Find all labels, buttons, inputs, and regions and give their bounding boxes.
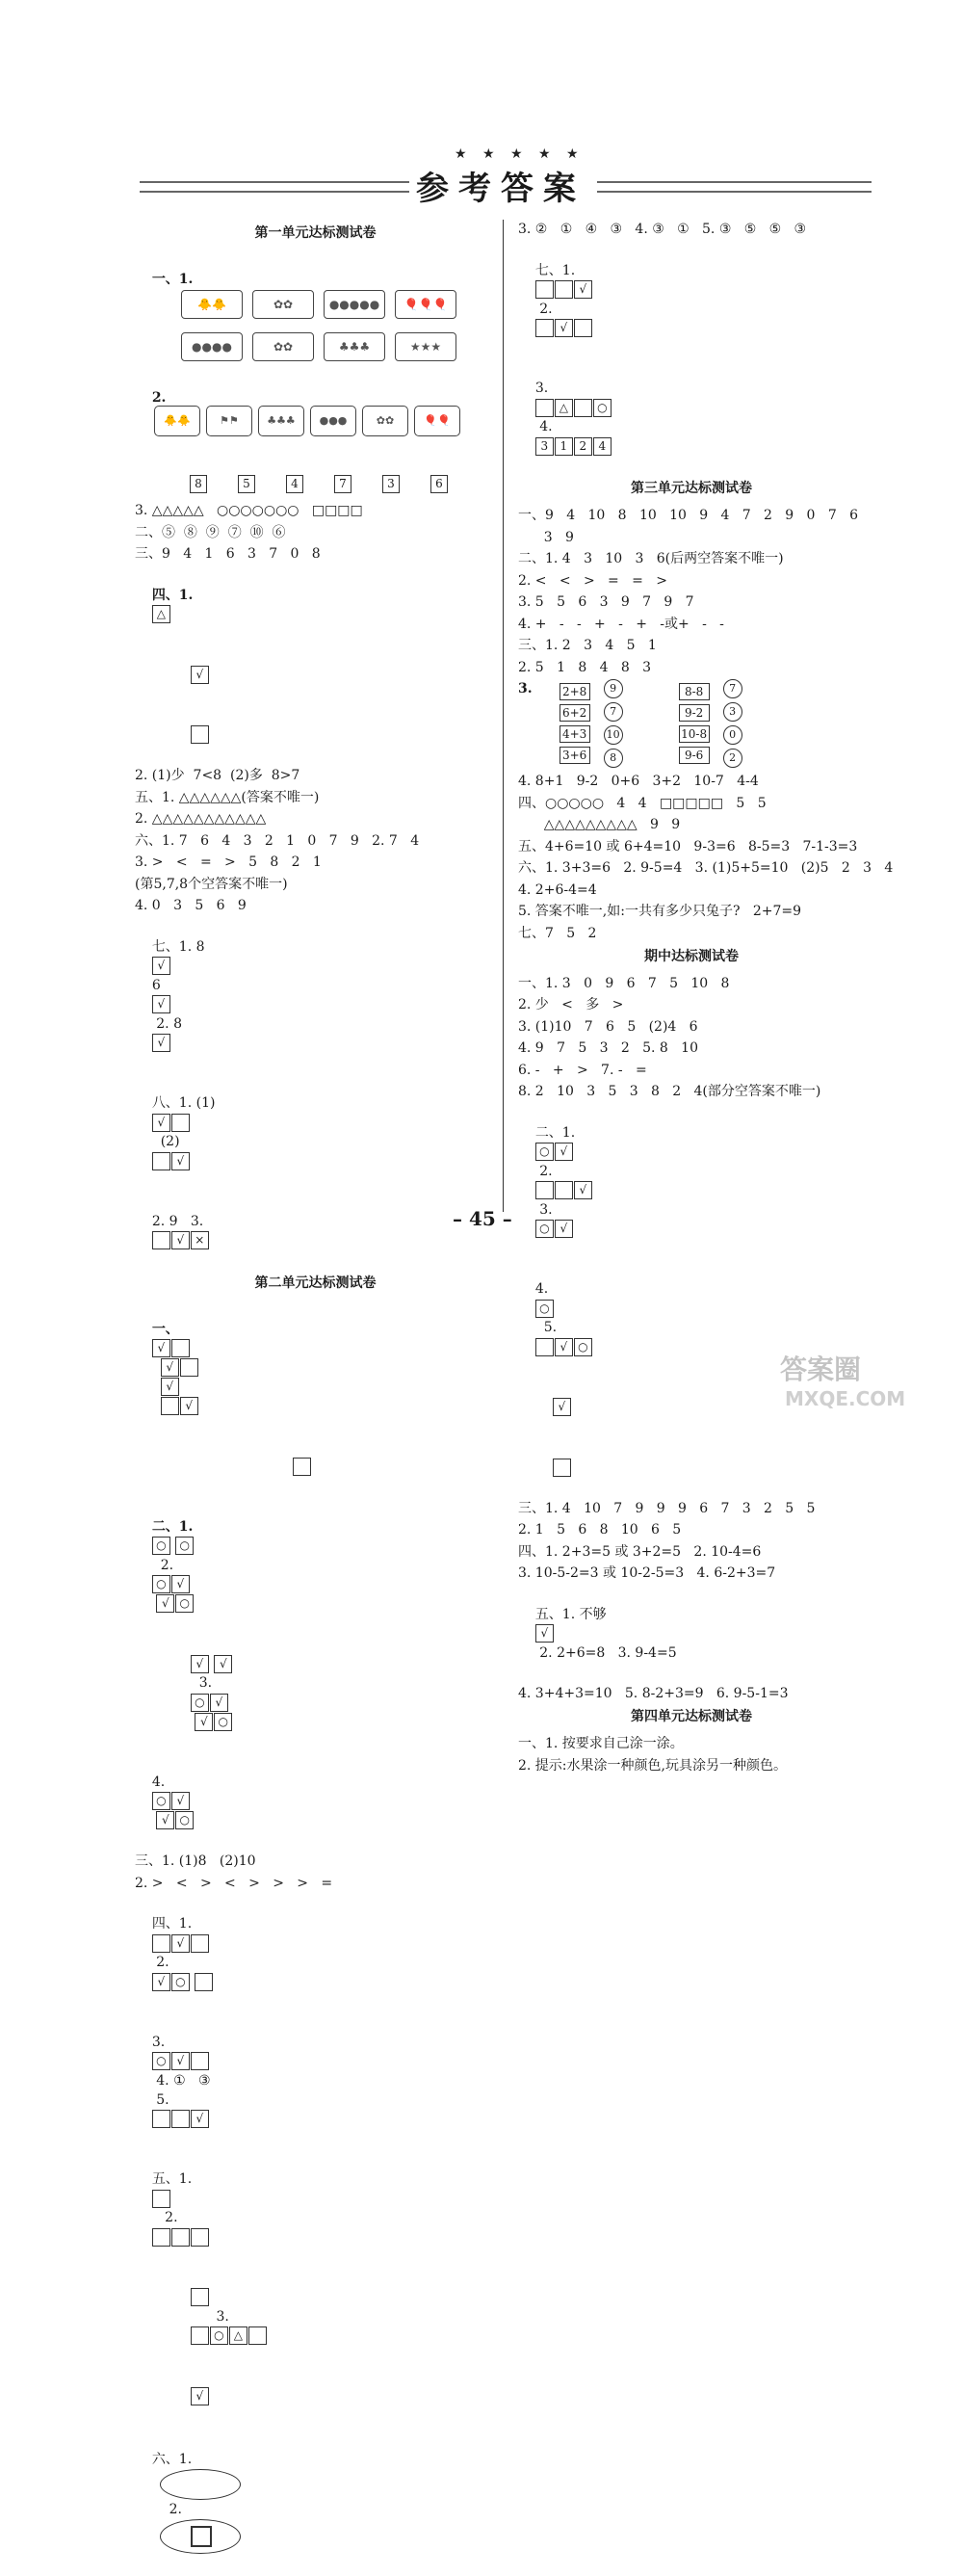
answer-box: √ [191, 666, 209, 684]
check-box: ○ [535, 1220, 554, 1238]
equation-box: 10-8 [679, 725, 710, 743]
answer-line [135, 2431, 496, 2573]
picture-box: ♣♣♣ [258, 406, 304, 436]
stars-decoration: ★ ★ ★ ★ ★ [455, 146, 585, 162]
check-box: √ [161, 1378, 179, 1396]
equation-column [679, 683, 710, 764]
check-box [152, 1231, 170, 1249]
answer-line [518, 1438, 865, 1496]
check-box: √ [156, 1811, 174, 1829]
check-box: ○ [152, 1792, 170, 1810]
answer-line [518, 1104, 865, 1258]
check-box: ○ [152, 1537, 170, 1555]
question-label: 2. [539, 1163, 553, 1179]
check-box: √ [555, 319, 573, 337]
answer-line: (第5,7,8个空答案不唯一) [135, 876, 288, 892]
check-box [535, 280, 554, 299]
check-box: × [191, 1231, 209, 1249]
answer-line: 三、1. (1)8 (2)10 [135, 1853, 256, 1869]
check-box: ○ [152, 1575, 170, 1593]
question-label: 2. [160, 1557, 174, 1573]
check-box: √ [191, 2387, 209, 2405]
car-picture [160, 2469, 241, 2500]
answer-line: 3 9 [518, 529, 574, 545]
answer-column [604, 679, 623, 768]
check-box [248, 2326, 267, 2345]
question-label: 3. [518, 681, 533, 697]
check-box: √ [191, 2110, 209, 2128]
check-box [180, 1358, 198, 1377]
question-label: 一、1. [151, 272, 194, 287]
picture-row [181, 290, 496, 319]
check-box: √ [191, 1655, 209, 1673]
picture-box: ★★★ [395, 332, 456, 361]
answer-line: △△△△△△△△△ 9 9 [518, 817, 681, 832]
check-box [195, 1973, 213, 1991]
picture-box: 🐥🐥 [181, 290, 243, 319]
answer-line: 4. + - - + - + -或+ - - [518, 616, 724, 632]
question-label: 二、1. [534, 1124, 576, 1141]
answer-line: 六、1. 3+3=6 2. 9-5=4 3. (1)5+5=10 (2)5 2 3 4 [518, 860, 894, 876]
question-label: 4. [151, 1774, 166, 1790]
answer-line: 2. < < > = = > [518, 572, 667, 589]
answer-line: 2. 5 1 8 4 8 3 [518, 659, 652, 675]
question-label: 四、1. [151, 587, 194, 603]
answer-line [135, 566, 496, 644]
check-box [171, 1339, 190, 1357]
check-box [152, 2110, 170, 2128]
question-label: 七、1. [534, 262, 576, 278]
right-column [518, 220, 894, 1777]
check-box: √ [152, 1114, 170, 1132]
check-box: √ [171, 2052, 190, 2070]
answer-line [518, 242, 865, 357]
check-box [293, 1458, 311, 1476]
check-box: ○ [593, 399, 612, 417]
equation-box: 4+3 [560, 725, 590, 743]
answer-box: △ [152, 605, 170, 623]
check-box: ○ [535, 1300, 554, 1318]
number-box: 7 [334, 475, 351, 493]
check-box [152, 2228, 170, 2247]
check-box: ○ [175, 1594, 194, 1613]
answer-line: 2. (1)少 7<8 (2)多 8>7 [135, 768, 300, 783]
check-box: √ [171, 1231, 190, 1249]
question-label: 2. [151, 389, 167, 406]
check-box [555, 280, 573, 299]
check-box [574, 399, 592, 417]
answer-line: 4. 2+6-4=4 [518, 881, 597, 898]
equation-box: 9-6 [679, 747, 710, 764]
picture-box: ✿✿ [252, 332, 314, 361]
question-label: 2. [156, 1955, 169, 1970]
question-label: 二、1. [151, 1518, 194, 1535]
header-rule-right [597, 181, 872, 193]
picture-box: 🎈🎈🎈 [395, 290, 456, 319]
answer-line: 四、1. 2+3=5 或 3+2=5 2. 10-4=6 [518, 1543, 762, 1560]
equation-column [560, 683, 590, 764]
answer-line: 3. (1)10 7 6 5 (2)4 6 [518, 1018, 698, 1035]
watermark-url: MXQE.COM [785, 1387, 906, 1410]
answer-line [135, 1437, 496, 1495]
answer-line [135, 2013, 496, 2148]
check-box: √ [152, 1034, 170, 1052]
check-box: √ [171, 1152, 190, 1170]
check-box: √ [156, 1594, 174, 1613]
question-label: 5. [543, 1320, 558, 1335]
check-box: √ [574, 1181, 592, 1199]
check-box [152, 2190, 170, 2208]
number-box: 3 [382, 475, 400, 493]
answer-line [135, 706, 496, 764]
number-box: 8 [190, 475, 207, 493]
watermark-logo: 答案圈 [780, 1354, 862, 1385]
answer-text: 2. 8 [156, 1015, 182, 1032]
check-box: √ [214, 1655, 232, 1673]
answer-line [518, 1586, 865, 1682]
equation-box: 6+2 [560, 704, 590, 722]
check-box [171, 2110, 190, 2128]
check-box [161, 1397, 179, 1415]
question-label: 3. [539, 1201, 553, 1218]
check-box [535, 1181, 554, 1199]
check-box: √ [171, 1934, 190, 1953]
check-box: √ [152, 957, 170, 975]
check-box: ○ [210, 2326, 228, 2345]
match-group [560, 679, 623, 768]
question-label: 七、1. 8 [151, 938, 205, 955]
answer-line: 一、1. 按要求自己涂一涂。 [518, 1736, 684, 1751]
answer-circle: 10 [604, 725, 623, 745]
answer-line [135, 2367, 496, 2425]
answer-text: 6 [151, 977, 161, 993]
question-label: 4. [534, 1281, 549, 1297]
picture-row [154, 406, 496, 436]
answer-line: 三、1. 2 3 4 5 1 [518, 638, 657, 653]
check-box: √ [171, 1575, 190, 1593]
picture-box: ⚑⚑ [206, 406, 252, 436]
matching-exercise [518, 679, 865, 768]
answer-line: 2. 少 < 多 > [518, 997, 624, 1012]
answer-line: 4. 9 7 5 3 2 5. 8 10 [518, 1040, 698, 1056]
number-box: 5 [238, 475, 255, 493]
answer-line: 五、4+6=10 或 6+4=10 9-3=6 8-5=3 7-1-3=3 [518, 838, 858, 854]
section-title: 第一单元达标测试卷 [254, 225, 377, 241]
check-box: √ [555, 1338, 573, 1356]
answer-box [191, 725, 209, 744]
answer-line: 六、1. 7 6 4 3 2 1 0 7 9 2. 7 4 [135, 832, 420, 849]
section-title: 第四单元达标测试卷 [631, 1709, 752, 1724]
question-label: 3. [534, 381, 549, 396]
answer-circle: 0 [723, 725, 742, 745]
picture-box: ♣♣♣ [324, 332, 385, 361]
check-box [574, 319, 592, 337]
answer-line [135, 1193, 496, 1270]
answer-circle: 3 [723, 702, 742, 722]
answer-circle: 9 [604, 679, 623, 698]
picture-box: ✿✿ [252, 290, 314, 319]
picture-box: ●●●● [181, 332, 243, 361]
check-box [553, 1459, 571, 1477]
question-label: 2. 9 3. [151, 1213, 204, 1229]
check-box: ○ [535, 1143, 554, 1161]
check-box [535, 319, 554, 337]
check-box [191, 1934, 209, 1953]
check-box: √ [553, 1398, 571, 1416]
answer-line: 七、7 5 2 [518, 925, 597, 941]
check-box: ○ [191, 1694, 209, 1712]
answer-line: 3. ② ① ④ ③ 4. ③ ① 5. ③ ⑤ ⑤ ③ [518, 222, 807, 237]
section-title: 第二单元达标测试卷 [254, 1275, 377, 1291]
answer-line: 4. 0 3 5 6 9 [135, 898, 247, 913]
answer-line [135, 918, 496, 1072]
check-box [191, 2228, 209, 2247]
answer-line [135, 1895, 496, 2011]
answer-text: 4. ① ③ [156, 2072, 211, 2089]
header-rule-left [140, 181, 409, 193]
equation-box: 9-2 [679, 704, 710, 722]
check-box: ○ [152, 2052, 170, 2070]
answer-line: 2. △△△△△△△△△△△ [135, 811, 267, 827]
check-box [171, 1114, 190, 1132]
answer-text: (2) [160, 1134, 180, 1149]
picture-box: 🐥🐥 [154, 406, 200, 436]
check-box [535, 399, 554, 417]
check-box: √ [152, 1973, 170, 1991]
page-number: – 45 – [453, 1207, 512, 1230]
picture-box: ●●● [310, 406, 356, 436]
check-box: ○ [175, 1537, 194, 1555]
question-label: 5. [156, 2091, 169, 2108]
answer-circle: 7 [604, 702, 623, 722]
question-label: 3. [216, 2308, 229, 2325]
check-box [191, 2288, 209, 2306]
answer-line: 一、9 4 10 8 10 10 9 4 7 2 9 0 7 6 [518, 508, 858, 523]
match-group [679, 679, 742, 768]
number-box: 1 [555, 437, 573, 456]
answer-line: 6. - + > 7. - = [518, 1062, 647, 1078]
answer-line [135, 1074, 496, 1190]
answer-line: 3. 5 5 6 3 9 7 9 7 [518, 594, 694, 610]
answer-line: 二、1. 4 3 10 3 6(后两空答案不唯一) [518, 551, 784, 566]
number-box: 4 [593, 437, 612, 456]
answer-line: 二、⑤ ⑧ ⑨ ⑦ ⑩ ⑥ [135, 524, 286, 540]
answer-line: 5. 答案不唯一,如:一共有多少只兔子? 2+7=9 [518, 904, 802, 919]
page-title: 参考答案 [416, 170, 586, 208]
picture-row [181, 332, 496, 361]
answer-line: 4. 3+4+3=10 5. 8-2+3=9 6. 9-5-1=3 [518, 1686, 789, 1701]
answer-line: 三、9 4 1 6 3 7 0 8 [135, 546, 321, 562]
left-column [135, 220, 496, 2576]
check-box: △ [555, 399, 573, 417]
picture-box: ✿✿ [362, 406, 408, 436]
check-box: √ [152, 1339, 170, 1357]
answer-line [135, 1753, 496, 1850]
check-box: √ [535, 1624, 554, 1643]
answer-line: 8. 2 10 3 5 3 8 2 4(部分空答案不唯一) [518, 1084, 821, 1099]
column-divider [503, 220, 504, 1212]
answer-line: 五、1. △△△△△△(答案不唯一) [135, 789, 320, 805]
question-label: 2. [539, 301, 553, 317]
check-box: ○ [574, 1338, 592, 1356]
answer-line: 一、1. 3 0 9 6 7 5 10 8 [518, 975, 730, 991]
check-box: √ [195, 1713, 213, 1731]
question-label: 2. [165, 2210, 178, 2225]
question-label: 五、1. [151, 2171, 193, 2187]
page-header [0, 145, 963, 212]
check-box: √ [161, 1358, 179, 1377]
number-box: 3 [535, 437, 554, 456]
answer-line [518, 359, 865, 475]
number-box: 2 [574, 437, 592, 456]
answer-line: 三、1. 4 10 7 9 9 9 6 7 3 2 5 5 [518, 1500, 816, 1516]
equation-box: 3+6 [560, 747, 590, 764]
number-box: 6 [430, 475, 448, 493]
answer-circle: 7 [723, 679, 742, 698]
check-box: ○ [171, 1973, 190, 1991]
check-box: √ [171, 1792, 190, 1810]
answer-line: 2. 提示:水果涂一种颜色,玩具涂另一种颜色。 [518, 1757, 787, 1774]
answer-line: 3. > < = > 5 8 2 1 [135, 854, 322, 870]
check-box [535, 1338, 554, 1356]
answer-line [135, 2150, 496, 2266]
check-box: △ [229, 2326, 247, 2345]
answer-text: 2. 2+6=8 3. 9-4=5 [539, 1644, 677, 1661]
equation-box: 2+8 [560, 683, 590, 700]
question-label: 2. [169, 2502, 182, 2517]
spiral-picture [160, 2519, 241, 2554]
check-box: ○ [214, 1713, 232, 1731]
answer-line [135, 2269, 496, 2365]
section-title: 第三单元达标测试卷 [631, 481, 752, 496]
check-box: √ [210, 1694, 228, 1712]
answer-circle: 8 [604, 749, 623, 768]
answer-line [135, 1635, 496, 1750]
answer-line: 3. 10-5-2=3 或 10-2-5=3 4. 6-2+3=7 [518, 1565, 776, 1581]
check-box [152, 1152, 170, 1170]
answer-line [135, 645, 496, 703]
number-row [190, 475, 496, 493]
answer-line: 四、○○○○○ 4 4 □□□□□ 5 5 [518, 795, 767, 811]
question-label: 一、 [151, 1321, 179, 1337]
check-box: √ [574, 280, 592, 299]
answer-line [135, 1498, 496, 1633]
answer-circle: 2 [723, 749, 742, 768]
check-box [171, 2228, 190, 2247]
answer-text: 五、1. 不够 [534, 1606, 607, 1622]
picture-box: 🎈🎈 [414, 406, 460, 436]
section-title: 期中达标测试卷 [644, 948, 739, 964]
answer-line: 2. > < > < > > > = [135, 1875, 333, 1891]
answer-column [723, 679, 742, 768]
question-label: 3. [151, 2034, 166, 2050]
answer-line: 4. 8+1 9-2 0+6 3+2 10-7 4-4 [518, 774, 759, 789]
number-box: 4 [286, 475, 303, 493]
question-label: 4. [539, 419, 553, 434]
question-label: 3. [198, 1675, 213, 1691]
check-box: √ [555, 1220, 573, 1238]
answer-line: 2. 1 5 6 8 10 6 5 [518, 1522, 682, 1538]
check-box: ○ [175, 1811, 194, 1829]
check-box [555, 1181, 573, 1199]
question-label: 八、1. (1) [151, 1095, 216, 1111]
question-label: 六、1. [151, 2452, 193, 2467]
check-box [191, 2052, 209, 2070]
question-label: 四、1. [151, 1916, 193, 1932]
check-box: √ [152, 995, 170, 1013]
check-box [152, 1934, 170, 1953]
check-box [191, 2326, 209, 2345]
check-box: √ [555, 1143, 573, 1161]
answer-line [135, 1301, 496, 1435]
check-box: √ [180, 1397, 198, 1415]
answer-line: 3. △△△△△ ○○○○○○○ □□□□ [135, 503, 363, 518]
equation-box: 8-8 [679, 683, 710, 700]
picture-box: ●●●●● [324, 290, 385, 319]
